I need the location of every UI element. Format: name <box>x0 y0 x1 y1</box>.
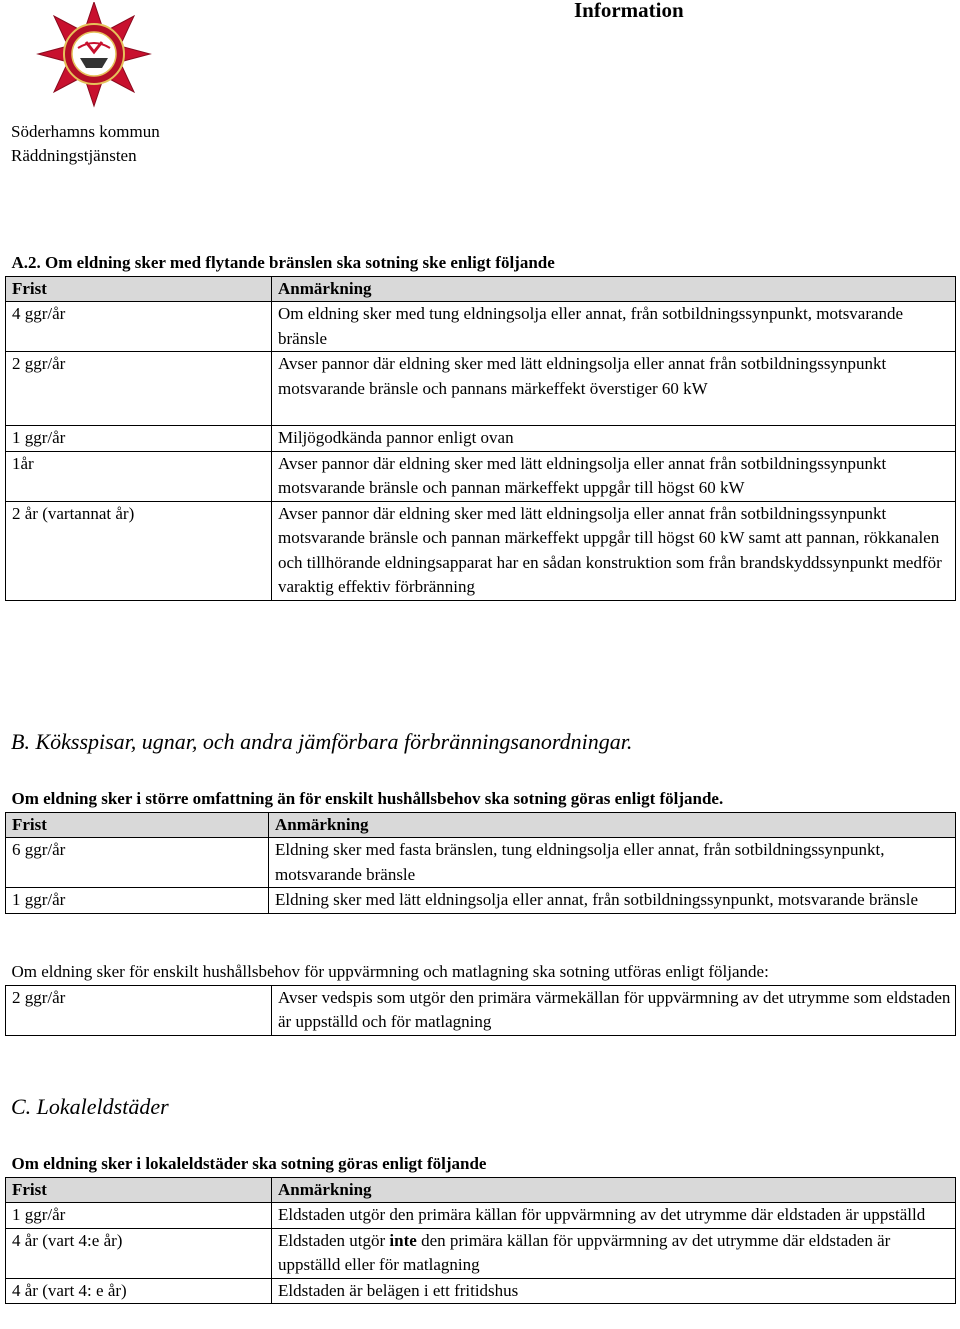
anmarkning-cell: Avser vedspis som utgör den primära värmekällan för uppvärmning av det utrymme som eldstaden är uppställd och för matlagning <box>272 985 956 1035</box>
col-header-frist: Frist <box>6 276 272 302</box>
frist-cell: 4 år (vart 4:e år) <box>6 1228 272 1278</box>
org-name: Söderhamns kommun <box>11 122 160 141</box>
table-c <box>5 1152 956 1304</box>
fire-service-star-emblem <box>30 2 158 110</box>
col-header-anmarkning: Anmärkning <box>269 812 956 838</box>
org-department: Räddningstjänsten <box>11 146 137 165</box>
col-header-frist: Frist <box>6 1177 272 1203</box>
section-c-heading: C. Lokaleldstäder <box>11 1094 169 1119</box>
table-a2 <box>5 251 956 601</box>
anmarkning-cell: Avser pannor där eldning sker med lätt eldningsolja eller annat från sotbildningssynpunkt motsvarande bränsle och pannans märkeffekt överstiger 60 kW <box>272 352 956 426</box>
frist-cell: 2 år (vartannat år) <box>6 501 272 600</box>
table-row <box>6 352 956 426</box>
col-header-frist: Frist <box>6 812 269 838</box>
frist-cell: 4 ggr/år <box>6 302 272 352</box>
frist-cell: 1 ggr/år <box>6 426 272 452</box>
anm-text-emphasis: inte <box>389 1230 417 1250</box>
anmarkning-cell <box>272 1228 956 1278</box>
col-header-anmarkning: Anmärkning <box>272 276 956 302</box>
table-row <box>6 838 956 888</box>
table-row <box>6 888 956 914</box>
section-a2-title: A.2. Om eldning sker med flytande bränslen ska sotning ske enligt följande <box>6 251 956 276</box>
table-b2 <box>5 960 956 1036</box>
anm-text-after: den primära källan för uppvärmning av det utrymme där eldstaden är uppställd eller för matlagning <box>278 1230 891 1274</box>
anmarkning-cell: Eldstaden är belägen i ett fritidshus <box>272 1278 956 1304</box>
section-c-intro: Om eldning sker i lokaleldstäder ska sotning göras enligt följande <box>6 1152 956 1177</box>
table-row <box>6 1203 956 1229</box>
section-b2-intro: Om eldning sker för enskilt hushållsbehov för uppvärmning och matlagning ska sotning utföras enligt följande: <box>6 960 956 985</box>
table-row <box>6 1228 956 1278</box>
table-row <box>6 1278 956 1304</box>
frist-cell: 1 ggr/år <box>6 888 269 914</box>
table-b1 <box>5 787 956 914</box>
section-b-heading: B. Köksspisar, ugnar, och andra jämförbara förbränningsanordningar. <box>11 729 633 754</box>
table-row <box>6 426 956 452</box>
anmarkning-cell: Eldning sker med lätt eldningsolja eller annat, från sotbildningssynpunkt, motsvarande bränsle <box>269 888 956 914</box>
anmarkning-cell: Avser pannor där eldning sker med lätt eldningsolja eller annat från sotbildningssynpunkt motsvarande bränsle och pannan märkeffekt uppgår till högst 60 kW samt att pannan, rökkanalen och tillhörande eldningsapparat har en sådan konstruktion som från brandskyddssynpunkt medför varaktig effektiv förbränning <box>272 501 956 600</box>
anmarkning-cell: Eldstaden utgör den primära källan för uppvärmning av det utrymme där eldstaden är uppställd <box>272 1203 956 1229</box>
table-row <box>6 501 956 600</box>
anmarkning-cell: Miljögodkända pannor enligt ovan <box>272 426 956 452</box>
document-title: Information <box>574 0 684 22</box>
anm-text-before: Eldstaden utgör <box>278 1230 390 1250</box>
anmarkning-cell: Om eldning sker med tung eldningsolja eller annat, från sotbildningssynpunkt, motsvarande bränsle <box>272 302 956 352</box>
frist-cell: 4 år (vart 4: e år) <box>6 1278 272 1304</box>
frist-cell: 6 ggr/år <box>6 838 269 888</box>
frist-cell: 2 ggr/år <box>6 352 272 426</box>
frist-cell: 2 ggr/år <box>6 985 272 1035</box>
anmarkning-cell: Avser pannor där eldning sker med lätt eldningsolja eller annat från sotbildningssynpunkt motsvarande bränsle och pannan märkeffekt uppgår till högst 60 kW <box>272 451 956 501</box>
anmarkning-cell: Eldning sker med fasta bränslen, tung eldningsolja eller annat, från sotbildningssynpunkt, motsvarande bränsle <box>269 838 956 888</box>
table-row <box>6 302 956 352</box>
frist-cell: 1 ggr/år <box>6 1203 272 1229</box>
frist-cell: 1år <box>6 451 272 501</box>
table-row <box>6 451 956 501</box>
section-b1-intro: Om eldning sker i större omfattning än för enskilt hushållsbehov ska sotning göras enligt följande. <box>6 787 956 812</box>
table-row <box>6 985 956 1035</box>
col-header-anmarkning: Anmärkning <box>272 1177 956 1203</box>
